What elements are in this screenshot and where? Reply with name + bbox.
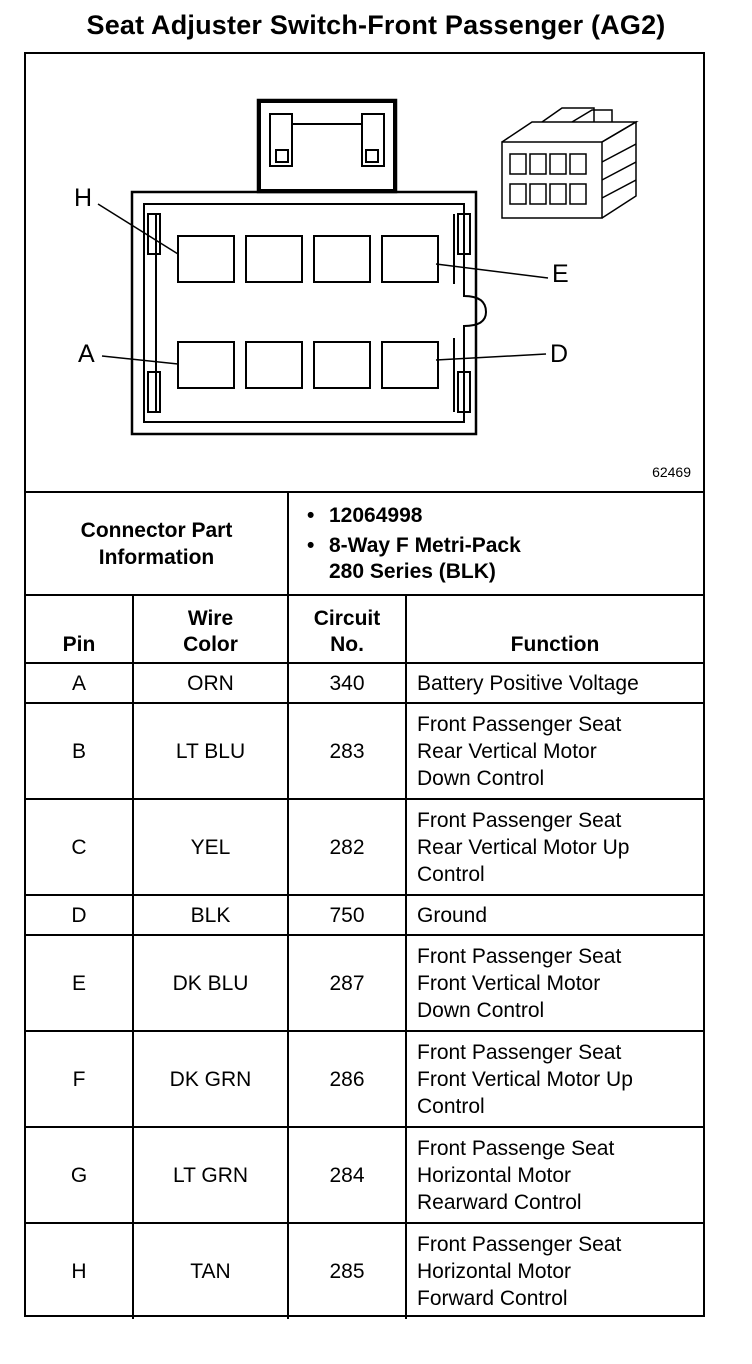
function-line: Front Vertical Motor Up — [417, 1067, 633, 1091]
function-line: Battery Positive Voltage — [417, 671, 639, 695]
wire-color-cell: LT BLU — [133, 703, 288, 799]
page-title: Seat Adjuster Switch-Front Passenger (AG2) — [86, 10, 666, 40]
connector-info-item — [307, 533, 703, 585]
table-row — [26, 895, 703, 935]
connector-info-label — [26, 492, 288, 594]
wire-color-cell: BLK — [133, 895, 288, 935]
pin-cell: B — [26, 703, 133, 799]
pin-cell: E — [26, 935, 133, 1031]
function-line: Rear Vertical Motor Up — [417, 835, 630, 859]
function-line: Down Control — [417, 998, 545, 1022]
function-line: Ground — [417, 903, 488, 927]
function-cell — [406, 1223, 703, 1319]
function-line: Down Control — [417, 766, 545, 790]
circuit-cell: 284 — [288, 1127, 406, 1223]
connector-face-drawing — [26, 54, 703, 491]
function-line: Control — [417, 1094, 485, 1118]
pin-label-h: H — [74, 184, 93, 212]
pin-cell: D — [26, 895, 133, 935]
circuit-cell: 285 — [288, 1223, 406, 1319]
pin-cell: C — [26, 799, 133, 895]
table-row — [26, 663, 703, 703]
function-cell — [406, 703, 703, 799]
connector-info-table — [26, 491, 703, 594]
bullet: • — [307, 533, 315, 557]
function-line: Rearward Control — [417, 1190, 582, 1214]
connector-diagram — [26, 54, 703, 491]
wire-color-cell: ORN — [133, 663, 288, 703]
header-wire-color: Wire Color — [133, 595, 288, 663]
connector-series: 280 Series (BLK) — [329, 559, 496, 583]
function-cell — [406, 663, 703, 703]
function-line: Control — [417, 862, 485, 886]
connector-info-label-line2: Information — [98, 545, 215, 569]
table-row — [26, 1223, 703, 1319]
circuit-cell: 286 — [288, 1031, 406, 1127]
part-number: 12064998 — [329, 503, 423, 527]
function-cell — [406, 895, 703, 935]
pin-label-d: D — [550, 340, 569, 368]
wire-color-cell: YEL — [133, 799, 288, 895]
figure-number: 62469 — [652, 464, 691, 480]
pin-cell: H — [26, 1223, 133, 1319]
function-line: Rear Vertical Motor — [417, 739, 597, 763]
connector-type: 8-Way F Metri-Pack — [329, 533, 521, 557]
connector-info-label-line1: Connector Part — [80, 518, 233, 542]
function-line: Front Passenger Seat — [417, 1040, 622, 1064]
pin-label-e: E — [552, 260, 569, 288]
connector-info-values — [288, 492, 703, 594]
function-line: Front Vertical Motor — [417, 971, 601, 995]
pin-label-a: A — [78, 340, 95, 368]
function-line: Front Passenger Seat — [417, 1233, 622, 1256]
connector-document — [24, 52, 705, 1317]
circuit-cell: 287 — [288, 935, 406, 1031]
table-row — [26, 935, 703, 1031]
bullet: • — [307, 503, 315, 527]
function-line: Front Passenger Seat — [417, 944, 622, 968]
function-cell — [406, 935, 703, 1031]
function-cell — [406, 1127, 703, 1223]
header-pin: Pin — [26, 595, 133, 663]
function-line: Front Passenger Seat — [417, 808, 622, 832]
function-line: Front Passenge Seat — [417, 1136, 615, 1160]
wire-color-cell: DK BLU — [133, 935, 288, 1031]
function-line: Forward Control — [417, 1287, 568, 1310]
wire-color-cell: LT GRN — [133, 1127, 288, 1223]
function-line: Horizontal Motor — [417, 1260, 572, 1283]
wire-color-cell: TAN — [133, 1223, 288, 1319]
pin-cell: F — [26, 1031, 133, 1127]
pin-cell: G — [26, 1127, 133, 1223]
header-circuit-no: Circuit No. — [288, 595, 406, 663]
function-cell — [406, 799, 703, 895]
circuit-cell: 282 — [288, 799, 406, 895]
function-cell — [406, 1031, 703, 1127]
table-row — [26, 703, 703, 799]
header-function: Function — [406, 595, 703, 663]
wire-color-cell: DK GRN — [133, 1031, 288, 1127]
table-row — [26, 799, 703, 895]
table-row — [26, 1031, 703, 1127]
circuit-cell: 340 — [288, 663, 406, 703]
function-line: Front Passenger Seat — [417, 712, 622, 736]
table-row — [26, 1127, 703, 1223]
pin-cell: A — [26, 663, 133, 703]
circuit-cell: 283 — [288, 703, 406, 799]
circuit-cell: 750 — [288, 895, 406, 935]
pinout-table — [26, 594, 703, 1319]
connector-info-item — [307, 503, 703, 529]
function-line: Horizontal Motor — [417, 1163, 572, 1187]
